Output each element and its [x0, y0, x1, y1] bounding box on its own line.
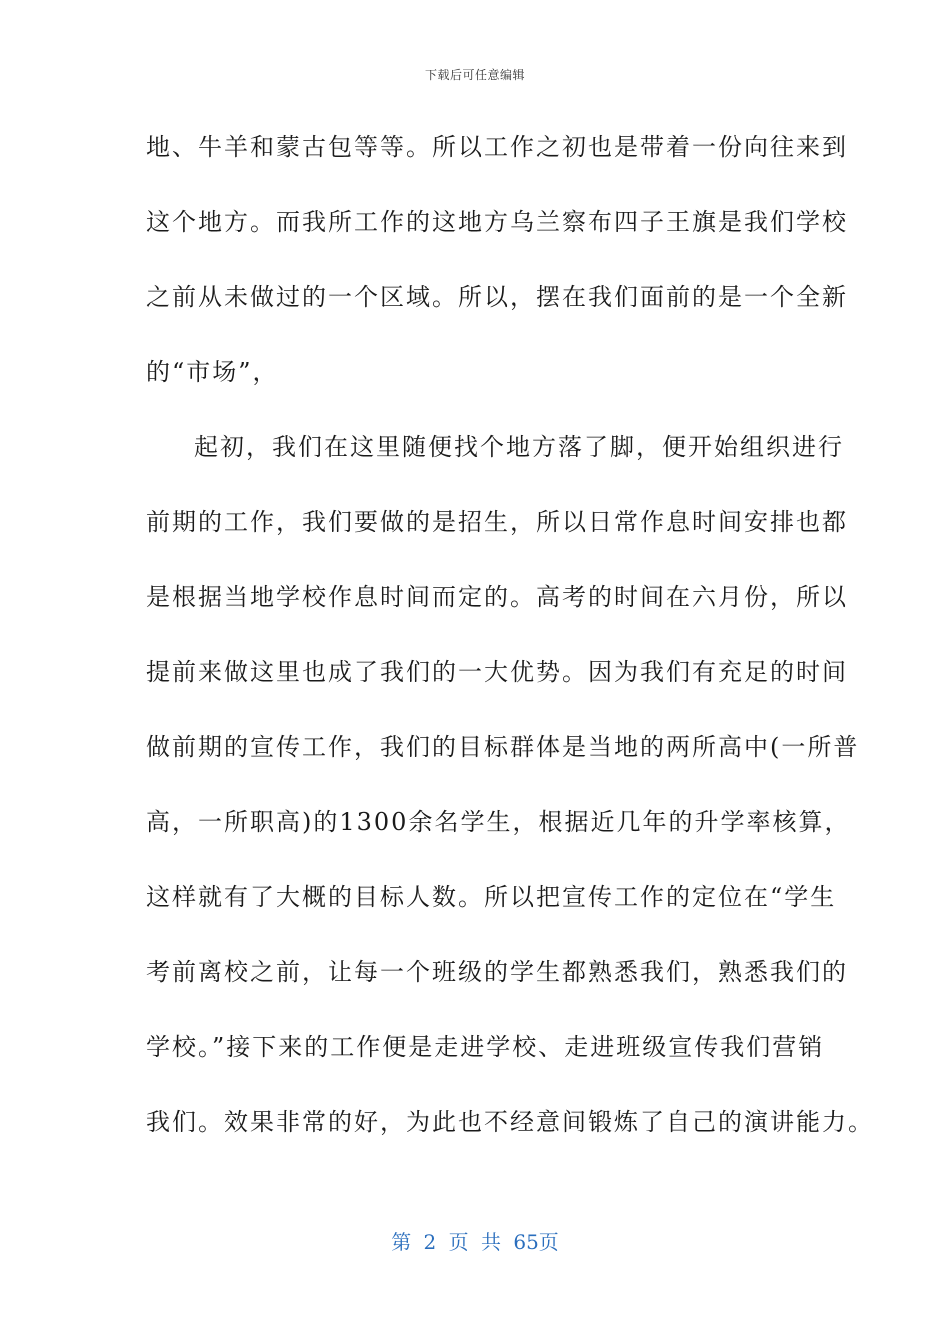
text-line: 之前从未做过的一个区域。所以，摆在我们面前的是一个全新 [146, 283, 848, 311]
text-line: 学校。”接下来的工作便是走进学校、走进班级宣传我们营销 [146, 1033, 825, 1061]
text-line: 我们。效果非常的好，为此也不经意间锻炼了自己的演讲能力。 [146, 1108, 874, 1136]
paragraph-first-line: 起初，我们在这里随便找个地方落了脚，便开始组织进行 [194, 433, 844, 461]
text-line: 提前来做这里也成了我们的一大优势。因为我们有充足的时间 [146, 658, 848, 686]
text-line: 的“市场”， [146, 358, 279, 386]
text-line: 是根据当地学校作息时间而定的。高考的时间在六月份，所以 [146, 583, 848, 611]
page-header-note: 下载后可任意编辑 [424, 68, 525, 82]
text-line: 高，一所职高)的1300余名学生，根据近几年的升学率核算， [146, 808, 851, 836]
document-body [146, 120, 874, 1170]
text-line: 考前离校之前，让每一个班级的学生都熟悉我们，熟悉我们的 [146, 958, 848, 986]
text-line: 前期的工作，我们要做的是招生，所以日常作息时间安排也都 [146, 508, 848, 536]
text-line: 地、牛羊和蒙古包等等。所以工作之初也是带着一份向往来到 [146, 133, 848, 161]
text-line: 这样就有了大概的目标人数。所以把宣传工作的定位在“学生 [146, 883, 837, 911]
text-line: 这个地方。而我所工作的这地方乌兰察布四子王旗是我们学校 [146, 208, 848, 236]
text-line: 做前期的宣传工作，我们的目标群体是当地的两所高中(一所普 [146, 733, 860, 761]
page-number-footer: 第 2 页 共 65页 [391, 1230, 559, 1254]
